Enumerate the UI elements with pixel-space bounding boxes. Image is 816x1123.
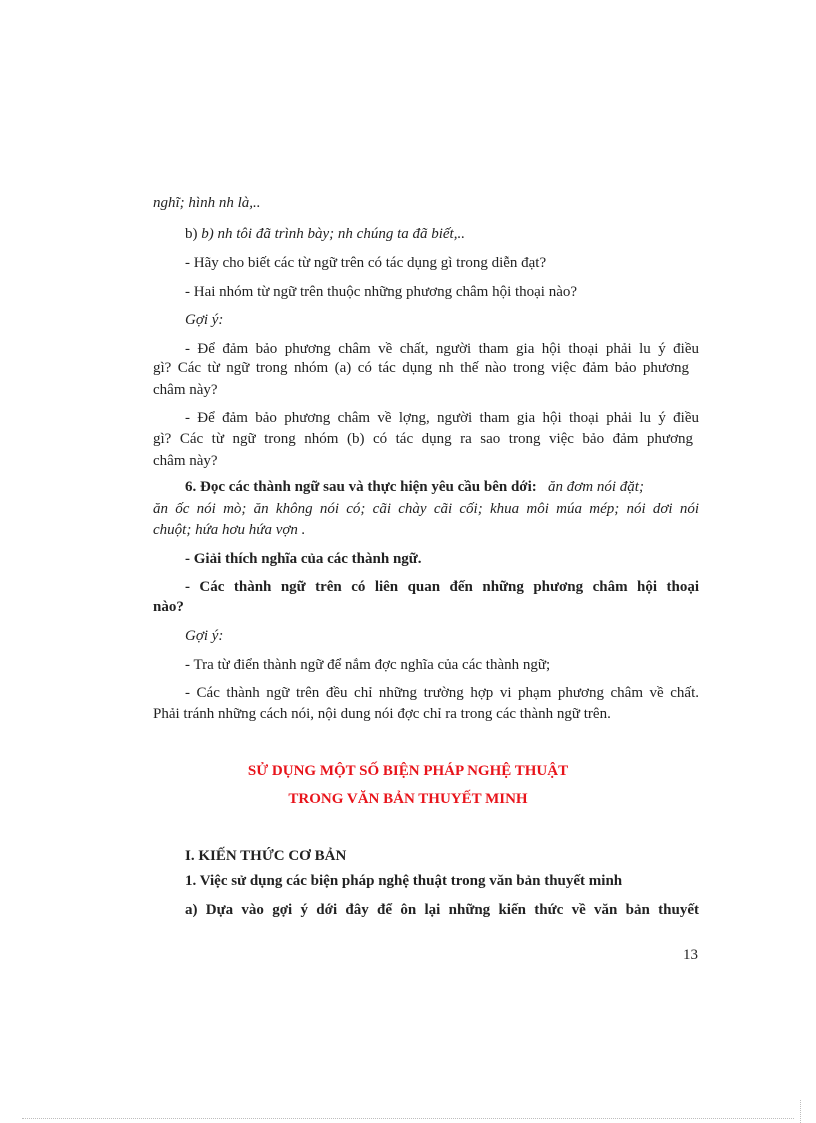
idiom-list: ăn ốc nói mò; ăn không nói có; cãi chày cãi cối; khua môi múa mép; nói dơi nói (153, 501, 699, 517)
section-title-line-2: TRONG VĂN BẢN THUYẾT MINH (288, 791, 528, 807)
hint-label: Gợi ý: (185, 312, 224, 328)
text-line: châm này? (153, 382, 218, 398)
text-line: - Để đảm bảo phương châm về chất, người tham gia hội thoại phải lu ý điều (185, 341, 699, 357)
text-line: - Các thành ngữ trên đều chỉ những trường hợp vi phạm phương châm về chất. (185, 685, 699, 701)
page-number: 13 (683, 947, 698, 963)
text-line: nghĩ; hình nh là,.. (153, 195, 261, 211)
section-title-line-1: SỬ DỤNG MỘT SỐ BIỆN PHÁP NGHỆ THUẬT (247, 763, 569, 779)
list-marker: b) (185, 226, 202, 242)
example-phrases: b) nh tôi đã trình bày; nh chúng ta đã biết,.. (201, 226, 465, 242)
idiom-list: chuột; hứa hơu hứa vợn . (153, 522, 306, 538)
page-bottom-border (22, 1118, 794, 1119)
task-line: - Giải thích nghĩa của các thành ngữ. (185, 551, 422, 567)
text-line: - Để đảm bảo phương châm về lợng, người tham gia hội thoại phải lu ý điều (185, 410, 699, 426)
text-line: a) Dựa vào gợi ý dới đây để ôn lại những kiến thức về văn bản thuyết (185, 902, 699, 918)
text-line: - Hai nhóm từ ngữ trên thuộc những phương châm hội thoại nào? (185, 284, 578, 300)
text-line (185, 225, 465, 243)
task-line: nào? (153, 599, 184, 615)
idiom-list: ăn đơm nói đặt; (548, 479, 644, 495)
text-line: - Tra từ điển thành ngữ để nắm đợc nghĩa của các thành ngữ; (185, 657, 551, 673)
text-line: gì? Các từ ngữ trong nhóm (b) có tác dụng ra sao trong việc bảo đảm phương (153, 431, 693, 447)
text-line: châm này? (153, 453, 218, 469)
text-line: Phải tránh những cách nói, nội dung nói đợc chỉ ra trong các thành ngữ trên. (153, 706, 611, 722)
task-line: - Các thành ngữ trên có liên quan đến những phương châm hội thoại (185, 579, 699, 595)
text-line: - Hãy cho biết các từ ngữ trên có tác dụng gì trong diễn đạt? (185, 255, 547, 271)
text-line: gì? Các từ ngữ trong nhóm (a) có tác dụng nh thế nào trong việc đảm bảo phương (153, 360, 689, 376)
hint-label: Gợi ý: (185, 628, 224, 644)
subsection-heading: 1. Việc sử dụng các biện pháp nghệ thuật trong văn bản thuyết minh (185, 873, 623, 889)
page-right-border (800, 1100, 801, 1123)
section-heading: I. KIẾN THỨC CƠ BẢN (185, 848, 347, 864)
exercise-6-prompt (185, 478, 644, 496)
exercise-6-title: 6. Đọc các thành ngữ sau và thực hiện yêu cầu bên dới: (185, 479, 537, 495)
